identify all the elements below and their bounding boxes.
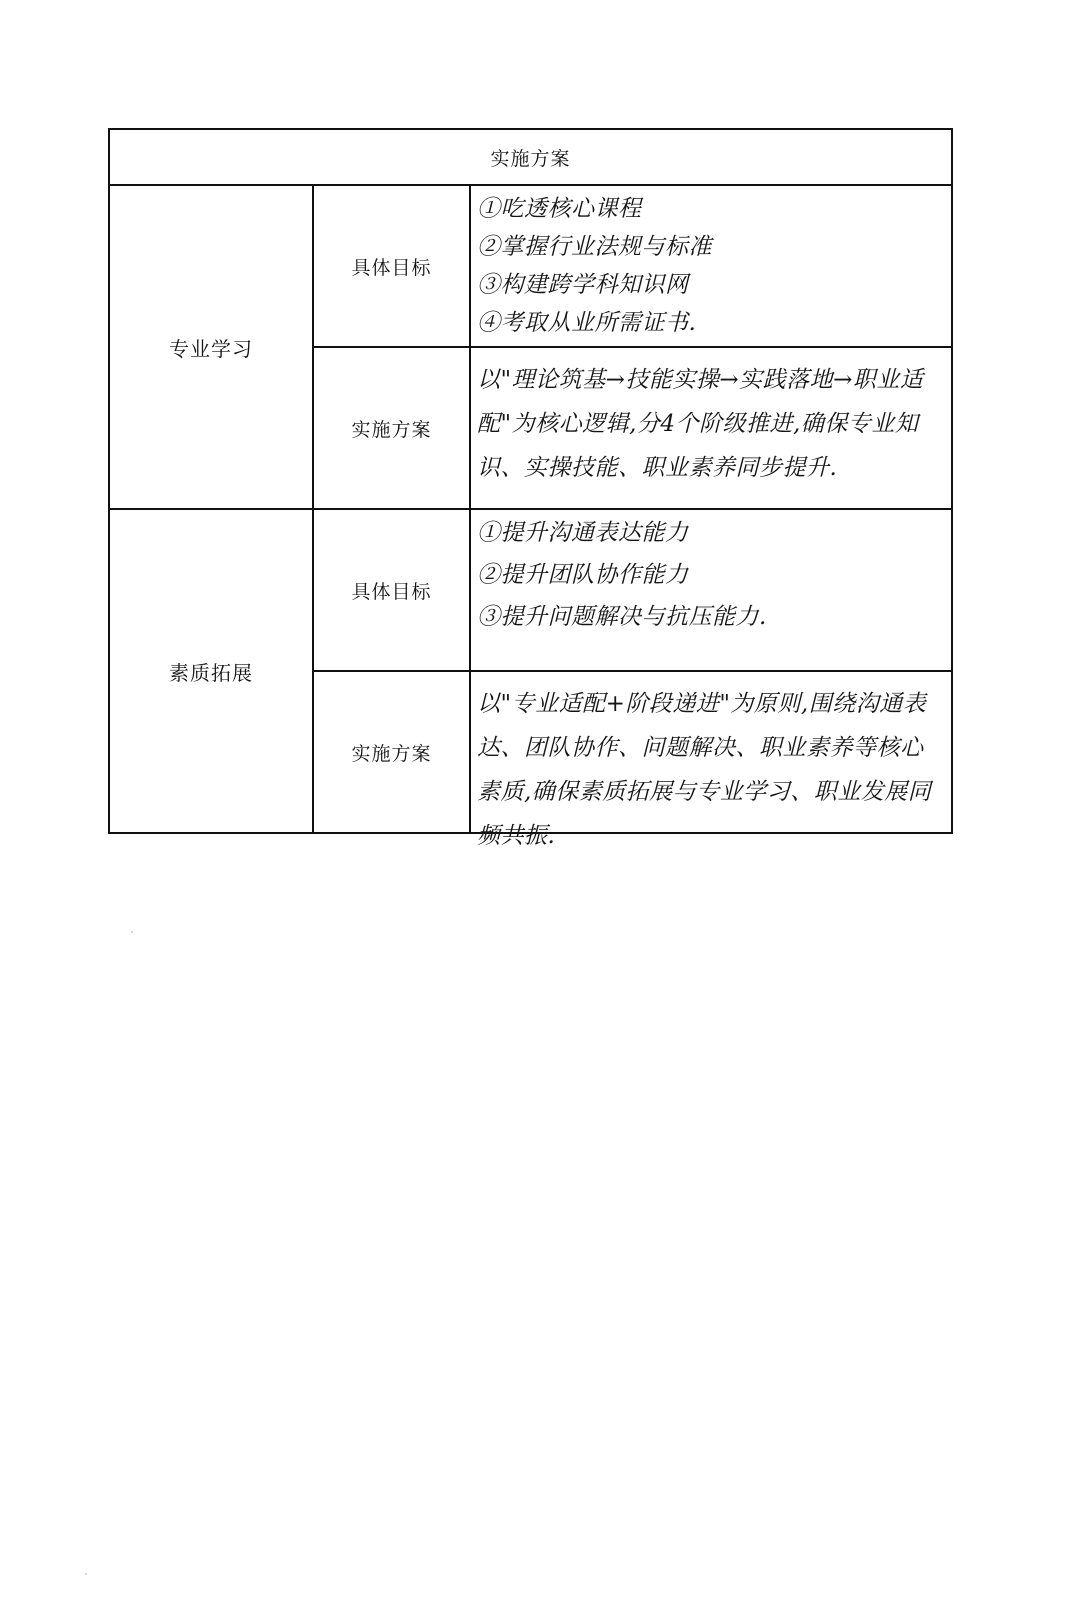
plan-label: 实施方案 bbox=[314, 672, 471, 832]
goals-label: 具体目标 bbox=[314, 186, 471, 346]
section-quality-development bbox=[110, 510, 951, 849]
goals-content bbox=[471, 510, 951, 670]
goal-item: ②提升团队协作能力 bbox=[477, 562, 689, 588]
plan-content bbox=[471, 348, 951, 508]
goal-item: ④考取从业所需证书. bbox=[477, 310, 697, 336]
plan-content bbox=[471, 672, 951, 849]
scan-speck bbox=[85, 1573, 87, 1575]
section-label: 专业学习 bbox=[110, 186, 314, 508]
goals-row bbox=[314, 510, 951, 670]
goal-item: ③提升问题解决与抗压能力. bbox=[477, 604, 767, 630]
implementation-plan-table bbox=[108, 128, 953, 849]
goal-item: ①吃透核心课程 bbox=[477, 196, 642, 222]
section-label: 素质拓展 bbox=[110, 510, 314, 832]
goals-label: 具体目标 bbox=[314, 510, 471, 670]
goal-item: ①提升沟通表达能力 bbox=[477, 520, 689, 546]
table-title: 实施方案 bbox=[110, 130, 951, 186]
scan-speck bbox=[131, 931, 133, 933]
goals-content bbox=[471, 186, 951, 346]
goals-row bbox=[314, 186, 951, 346]
plan-text: 以"理论筑基→技能实操→实践落地→职业适配"为核心逻辑,分4个阶级推进,确保专业知识、实操技能、职业素养同步提升. bbox=[477, 367, 924, 481]
plan-text: 以"专业适配+阶段递进"为原则,围绕沟通表达、团队协作、问题解决、职业素养等核心素质,确保素质拓展与专业学习、职业发展同频共振. bbox=[477, 691, 932, 849]
section-professional-study bbox=[110, 186, 951, 510]
section-rows bbox=[314, 510, 951, 849]
plan-label: 实施方案 bbox=[314, 348, 471, 508]
plan-row bbox=[314, 346, 951, 508]
goal-item: ③构建跨学科知识网 bbox=[477, 272, 689, 298]
plan-row bbox=[314, 670, 951, 849]
goal-item: ②掌握行业法规与标准 bbox=[477, 234, 712, 260]
section-rows bbox=[314, 186, 951, 508]
